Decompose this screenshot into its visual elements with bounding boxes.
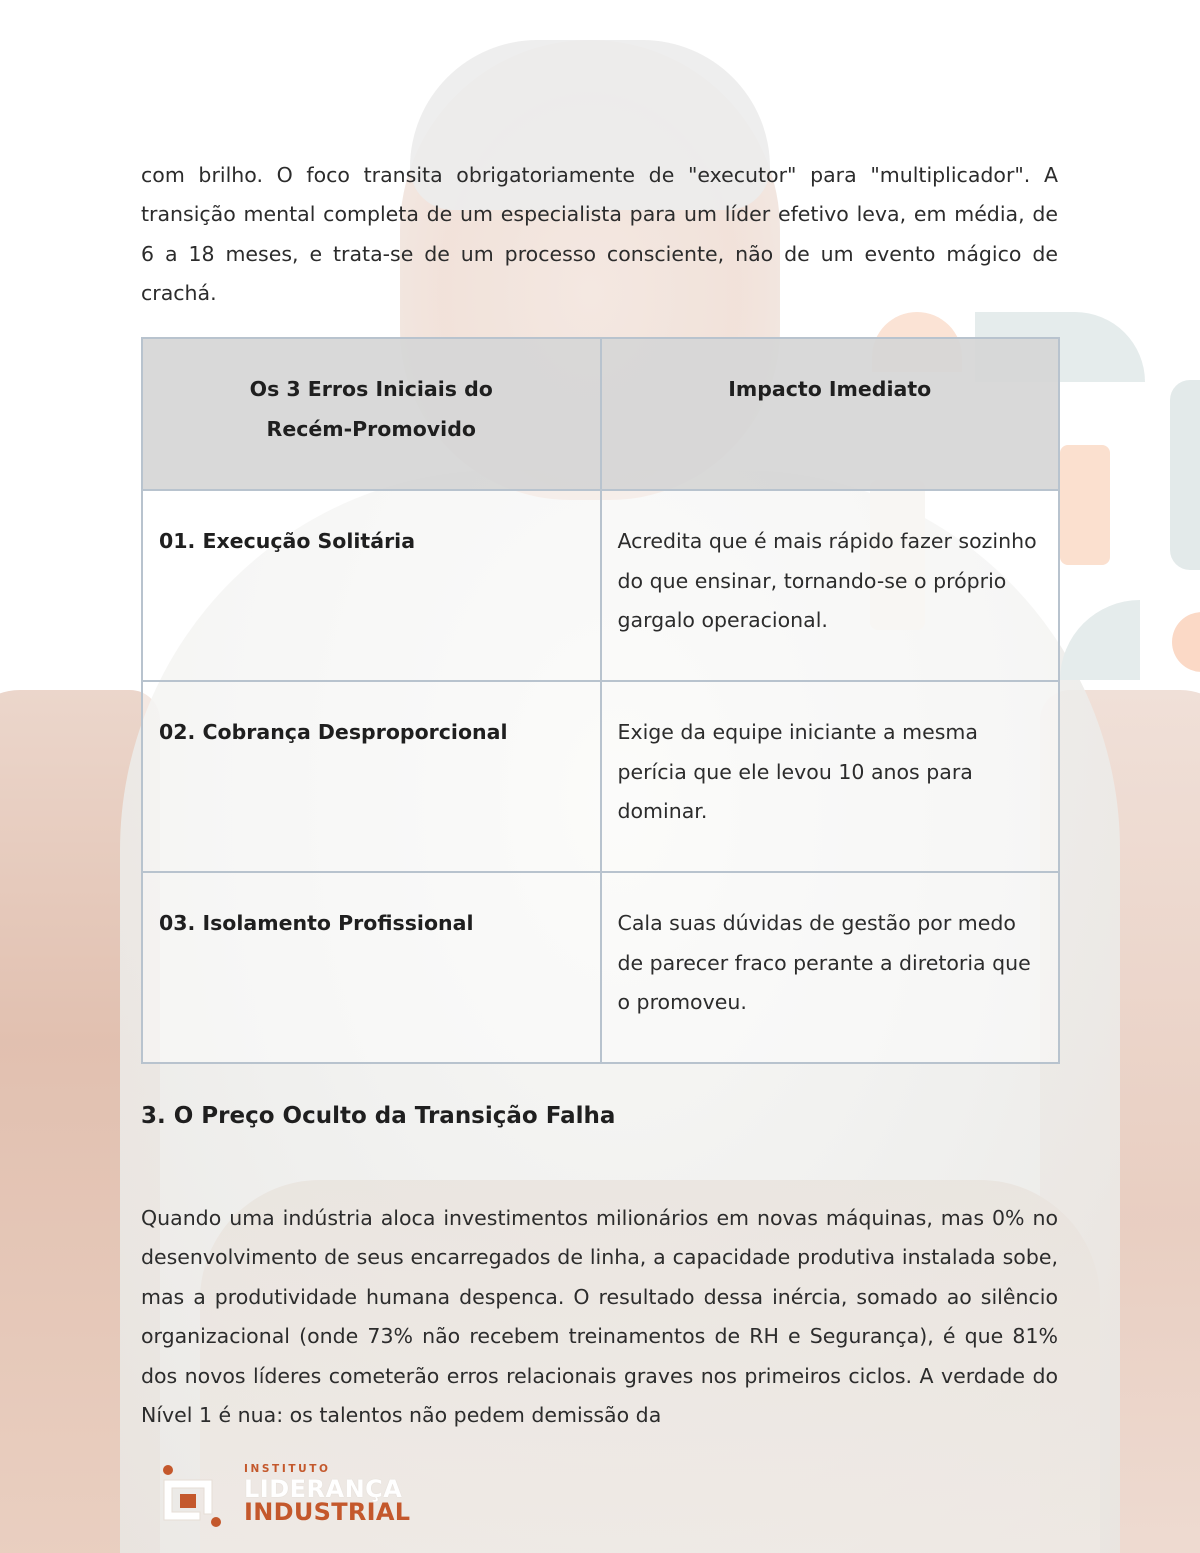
logo-line-2: INDUSTRIAL [244, 1498, 411, 1526]
table-row [142, 490, 1059, 681]
brand-logo [160, 1460, 411, 1530]
decor-shape [1060, 600, 1140, 680]
impact-cell: Acredita que é mais rápido fazer sozinho do que ensinar, tornando-se o próprio gargalo operacional. [601, 490, 1060, 681]
decor-shape [1060, 445, 1110, 565]
table-header-row [142, 338, 1059, 490]
logo-small-text: INSTITUTO [244, 1463, 331, 1475]
section-heading: 3. O Preço Oculto da Transição Falha [141, 1103, 616, 1129]
table-header-impact [601, 338, 1060, 490]
table-header-errors [142, 338, 601, 490]
body-paragraph: com brilho. O foco transita obrigatoriamente de "executor" para "multiplicador". A transição mental completa de um especialista para um líder efetivo leva, em média, de 6 a 18 meses, e trata-se de um processo consciente, não de um evento mágico de crachá. [141, 162, 1058, 305]
table-row [142, 681, 1059, 872]
logo-mark-icon [160, 1464, 224, 1528]
decor-shape [1172, 612, 1200, 672]
impact-cell: Cala suas dúvidas de gestão por medo de parecer fraco perante a diretoria que o promoveu. [601, 872, 1060, 1063]
header-label: Os 3 Erros Iniciais do Recém-Promovido [249, 377, 493, 441]
error-cell: 02. Cobrança Desproporcional [142, 681, 601, 872]
header-label: Impacto Imediato [728, 377, 932, 401]
decor-shape [1170, 380, 1200, 570]
error-cell: 01. Execução Solitária [142, 490, 601, 681]
impact-cell: Exige da equipe iniciante a mesma perícia que ele levou 10 anos para dominar. [601, 681, 1060, 872]
table-row [142, 872, 1059, 1063]
errors-table [141, 337, 1060, 1064]
body-paragraph: Quando uma indústria aloca investimentos milionários em novas máquinas, mas 0% no desenvolvimento de seus encarregados de linha, a capacidade produtiva instalada sobe, mas a produtividade humana despenca. O resultado dessa inércia, somado ao silêncio organizacional (onde 73% não recebem treinamentos de RH e Segurança), é que 81% dos novos líderes cometerão erros relacionais graves nos primeiros ciclos. A verdade do Nível 1 é nua: os talentos não pedem demissão da [141, 1205, 1058, 1427]
logo-line-1: LIDERANÇA [244, 1475, 403, 1503]
error-cell: 03. Isolamento Profissional [142, 872, 601, 1063]
